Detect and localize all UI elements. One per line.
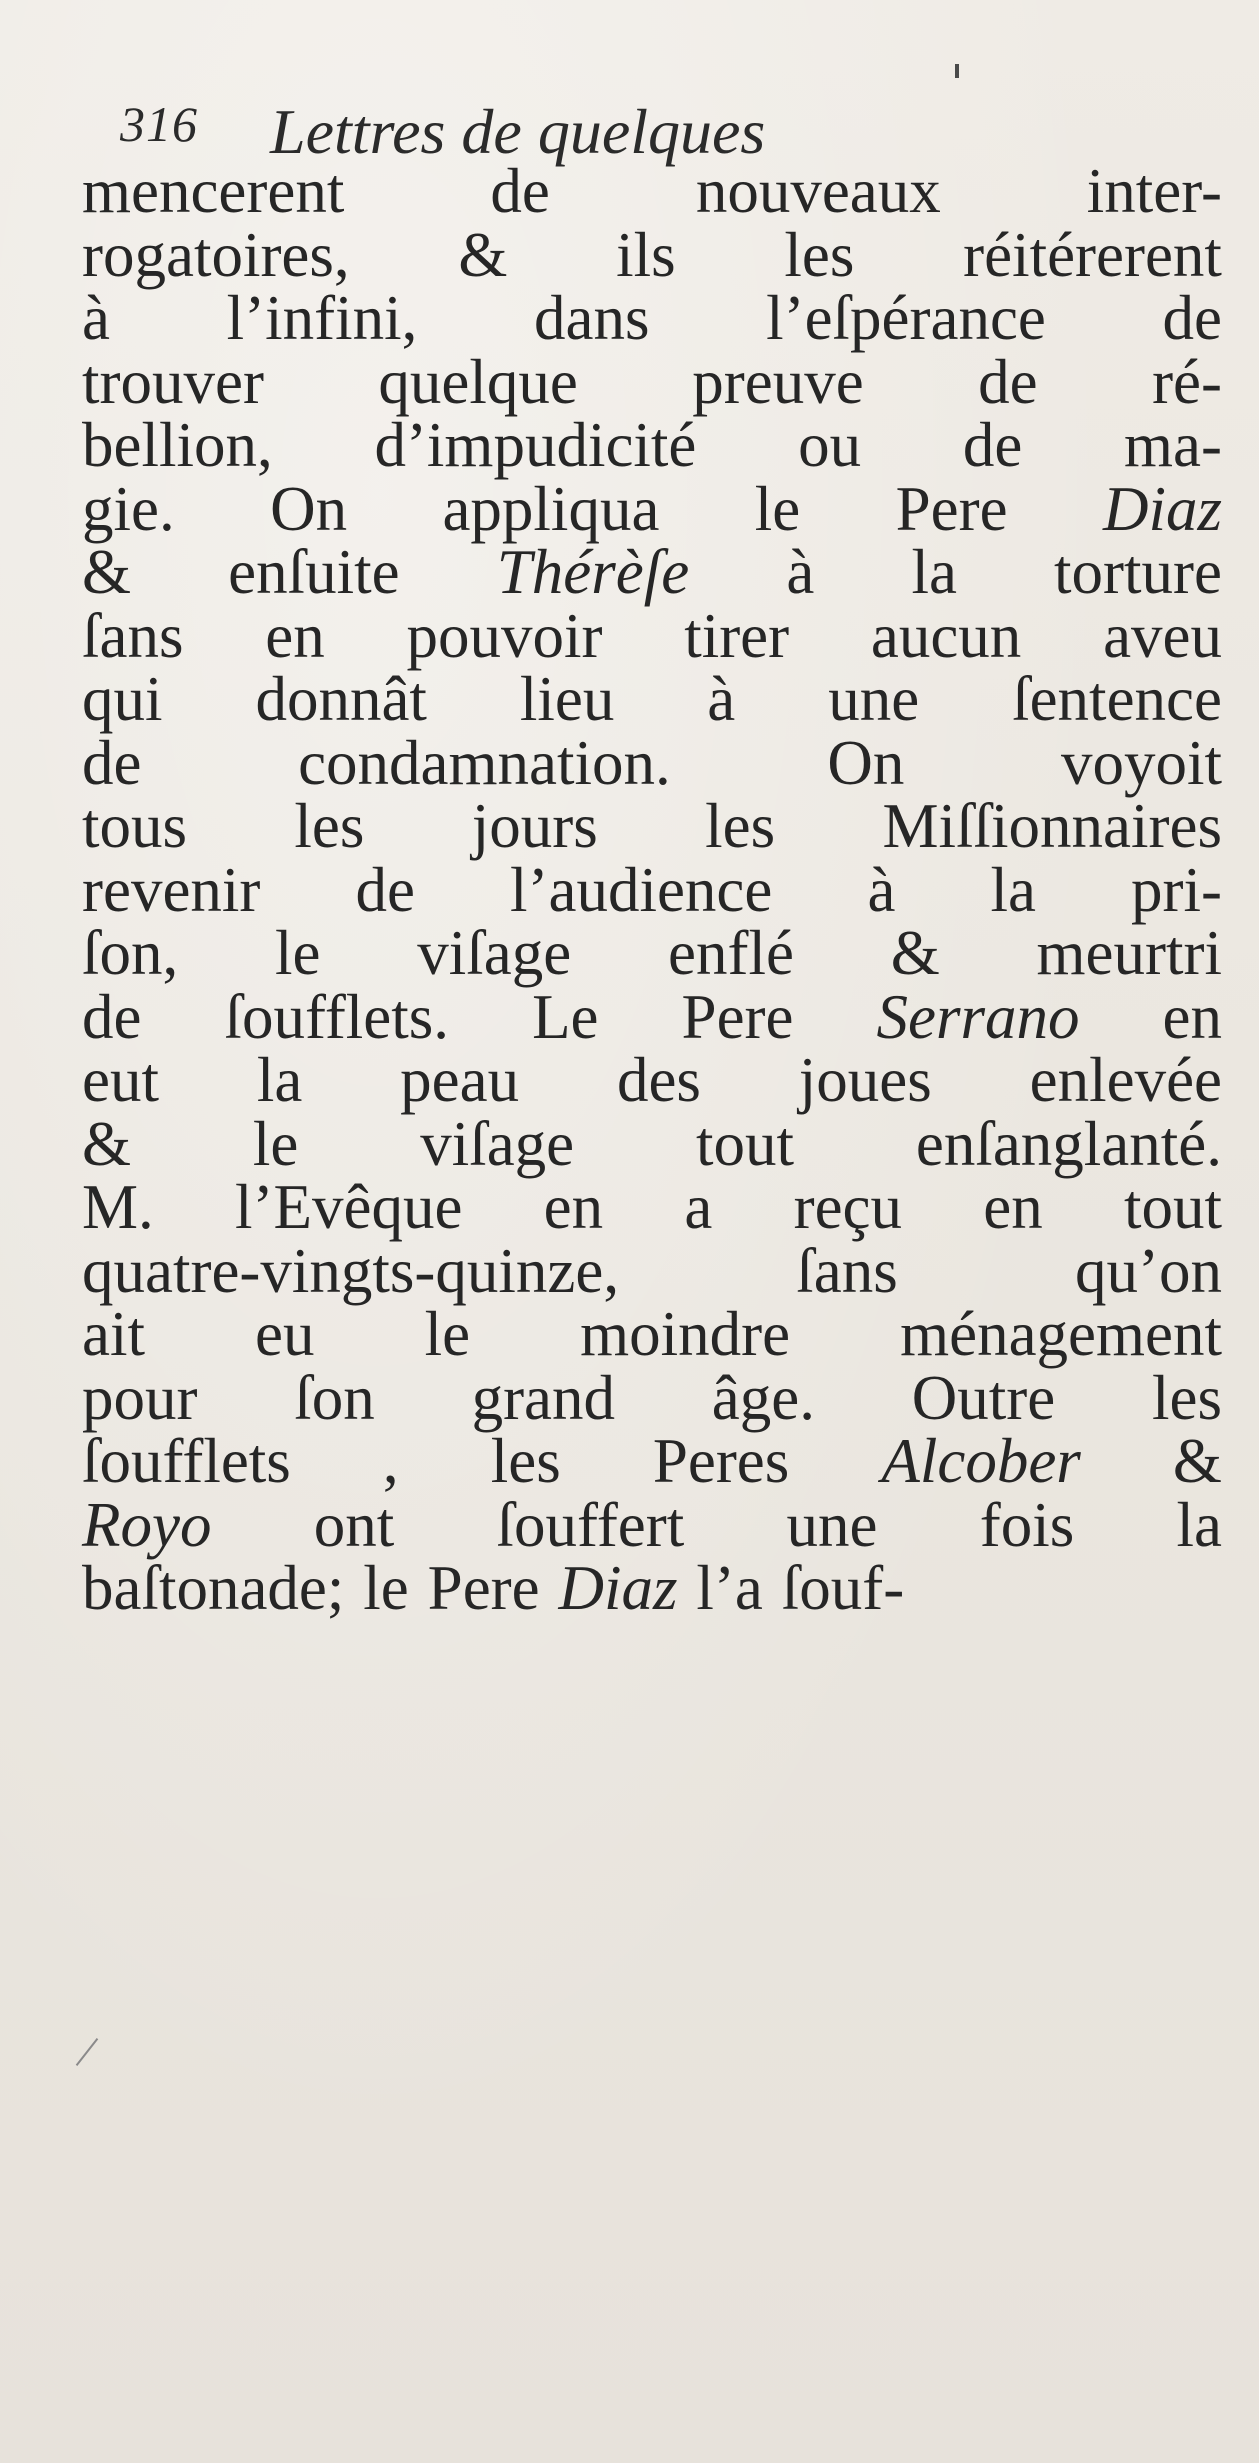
word: tout — [696, 1108, 795, 1179]
word: de — [355, 854, 415, 925]
word: ré- — [1152, 346, 1222, 417]
word: en — [983, 1172, 1043, 1242]
pencil-stroke-mark — [76, 2038, 99, 2066]
text-line — [82, 537, 1222, 607]
word: Miſſionnaires — [882, 791, 1222, 861]
word: tirer — [684, 600, 790, 671]
word: ſon — [294, 1362, 375, 1433]
word: , — [382, 1426, 399, 1496]
word: Diaz — [1102, 473, 1222, 544]
word: ma- — [1124, 410, 1222, 480]
text-line — [82, 156, 1222, 226]
word: de — [978, 346, 1038, 417]
word: eu — [255, 1299, 315, 1369]
word: On — [270, 473, 348, 544]
word: nouveaux — [695, 156, 941, 226]
word: réitérerent — [963, 219, 1222, 290]
word: M. — [82, 1172, 154, 1242]
word: enlevée — [1029, 1045, 1222, 1115]
word: meurtri — [1036, 918, 1222, 988]
word: aveu — [1103, 600, 1222, 671]
text-line — [82, 1299, 1222, 1369]
word: tout — [1123, 1172, 1222, 1242]
word: dans — [533, 283, 650, 353]
word: les — [784, 219, 855, 290]
word: de — [1162, 283, 1222, 353]
word: grand — [471, 1362, 616, 1433]
word: ſon, — [82, 918, 179, 988]
word: ſoufflets — [82, 1426, 291, 1496]
text-line — [82, 664, 1222, 734]
word: mencerent — [82, 156, 345, 226]
word: une — [786, 1489, 878, 1560]
text-line — [82, 346, 1222, 417]
word: Diaz — [558, 1553, 678, 1623]
word: les — [705, 791, 776, 861]
word: le — [252, 1108, 299, 1179]
word: en — [543, 1172, 604, 1242]
word: joues — [798, 1045, 932, 1115]
word: qu’on — [1075, 1235, 1222, 1306]
word: des — [616, 1045, 701, 1115]
word: preuve — [692, 346, 864, 417]
word: le — [363, 1553, 409, 1623]
word: & — [82, 537, 132, 607]
word: inter- — [1086, 156, 1222, 226]
word: enflé — [668, 918, 794, 988]
word: à — [786, 537, 815, 607]
word: ſouf- — [781, 1553, 905, 1623]
word: ſouffert — [496, 1489, 685, 1560]
word: pri- — [1131, 854, 1222, 925]
word: la — [911, 537, 957, 607]
text-line — [82, 1045, 1222, 1115]
word: ait — [82, 1299, 145, 1369]
word: ſentence — [1012, 664, 1222, 734]
text-line — [82, 1362, 1222, 1433]
word: ſans — [82, 600, 184, 671]
word: & — [890, 918, 940, 988]
word: à — [82, 283, 110, 353]
word: Pere — [681, 981, 794, 1052]
word: & — [458, 219, 508, 290]
text-line — [82, 791, 1222, 861]
word: le — [275, 918, 321, 988]
word: Peres — [652, 1426, 790, 1496]
word: torture — [1054, 537, 1222, 607]
word: en — [265, 600, 325, 671]
word: ont — [313, 1489, 395, 1560]
word: condamnation. — [298, 727, 671, 798]
word: en — [1162, 981, 1222, 1052]
word: jours — [471, 791, 598, 861]
word: la — [990, 854, 1036, 925]
word: aucun — [870, 600, 1022, 671]
word: quelque — [378, 346, 578, 417]
word: Pere — [427, 1553, 540, 1623]
word: à — [707, 664, 736, 734]
text-line — [82, 1426, 1222, 1496]
text-line — [82, 1553, 1222, 1623]
word: Le — [532, 981, 599, 1052]
word: Outre — [911, 1362, 1056, 1433]
text-line — [82, 1172, 1222, 1242]
word: lieu — [519, 664, 615, 734]
word: & — [1172, 1426, 1222, 1496]
text-line — [82, 283, 1222, 353]
word: Royo — [82, 1489, 212, 1560]
word: reçu — [793, 1172, 903, 1242]
word: rogatoires, — [82, 219, 350, 290]
word: âge. — [711, 1362, 815, 1433]
word: ſoufflets. — [224, 981, 450, 1052]
word: fois — [979, 1489, 1075, 1560]
word: qui — [82, 664, 163, 734]
text-line — [82, 1108, 1222, 1179]
word: de — [490, 156, 550, 226]
word: Alcober — [881, 1426, 1081, 1496]
word: voyoit — [1060, 727, 1222, 798]
word: baſtonade; — [82, 1553, 345, 1623]
word: les — [1152, 1362, 1222, 1433]
word: revenir — [82, 854, 261, 925]
word: viſage — [417, 918, 572, 988]
word: tous — [82, 791, 188, 861]
word: gie. — [82, 473, 175, 544]
word: On — [827, 727, 905, 798]
text-line — [82, 918, 1222, 988]
word: donnât — [255, 664, 427, 734]
word: l’infini, — [226, 283, 418, 353]
word: enſanglanté. — [915, 1108, 1222, 1179]
text-line — [82, 854, 1222, 925]
word: les — [490, 1426, 561, 1496]
word: ou — [798, 410, 862, 480]
word: Serrano — [876, 981, 1080, 1052]
word: l’eſpérance — [766, 283, 1046, 353]
word: l’Evêque — [235, 1172, 463, 1242]
word: la — [1176, 1489, 1222, 1560]
word: bellion, — [82, 410, 273, 480]
word: l’a — [696, 1553, 763, 1623]
word: les — [294, 791, 365, 861]
word: trouver — [82, 346, 264, 417]
word: l’audience — [510, 854, 773, 925]
word: quatre-vingts-quinze, — [82, 1235, 620, 1306]
word: a — [684, 1172, 713, 1242]
text-line — [82, 219, 1222, 290]
word: une — [828, 664, 920, 734]
running-head: Lettres de quelques — [270, 96, 766, 167]
word: de — [82, 727, 142, 798]
word: pouvoir — [406, 600, 603, 671]
word: pour — [82, 1362, 198, 1433]
word: enſuite — [228, 537, 400, 607]
text-line — [82, 1235, 1222, 1306]
text-line — [82, 600, 1222, 671]
word: de — [82, 981, 142, 1052]
text-line — [82, 410, 1222, 480]
word: ſans — [796, 1235, 898, 1306]
word: ils — [616, 219, 676, 290]
word: & — [82, 1108, 132, 1179]
word: Thérèſe — [496, 537, 690, 607]
text-line — [82, 473, 1222, 544]
word: peau — [400, 1045, 520, 1115]
word: viſage — [420, 1108, 575, 1179]
text-line — [82, 1489, 1222, 1560]
word: moindre — [580, 1299, 791, 1369]
text-line — [82, 981, 1222, 1052]
word: la — [256, 1045, 303, 1115]
word: d’impudicité — [374, 410, 697, 480]
print-speck-mark — [955, 64, 959, 78]
word: le — [754, 473, 801, 544]
word: le — [424, 1299, 471, 1369]
word: appliqua — [442, 473, 660, 544]
word: Pere — [895, 473, 1008, 544]
body-text — [82, 156, 1222, 1623]
word: à — [867, 854, 896, 925]
page-number: 316 — [120, 96, 198, 152]
word: ménagement — [900, 1299, 1222, 1369]
word: eut — [82, 1045, 159, 1115]
text-line — [82, 727, 1222, 798]
word: de — [962, 410, 1023, 480]
